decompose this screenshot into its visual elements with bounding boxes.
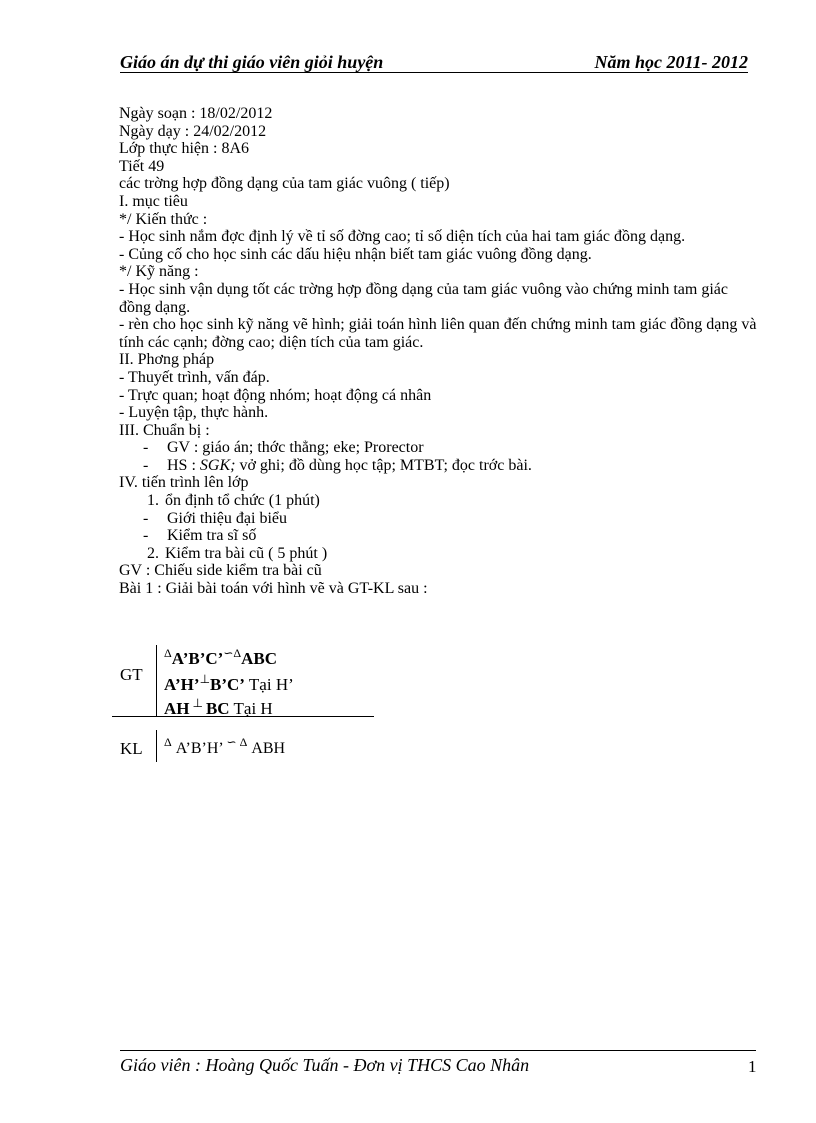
kl-label: KL (120, 739, 143, 758)
footer-divider (120, 1050, 756, 1051)
step-1b-text: Kiểm tra sĩ số (167, 527, 257, 545)
similar-symbol: ∽ (226, 735, 237, 749)
method-item-3: - Luyện tập, thực hành. (119, 404, 269, 422)
step-1a (119, 510, 759, 528)
perpendicular-symbol: ⊥ (199, 672, 211, 686)
step-1a-text: Giới thiệu đại biểu (167, 509, 287, 527)
prep-teacher (119, 439, 759, 457)
list-dash: - (143, 439, 149, 457)
triangle-symbol: Δ (233, 646, 242, 660)
date-prepared: Ngày soạn : 18/02/2012 (119, 105, 273, 122)
segment-bc-prime: B’C’ (210, 675, 245, 694)
skills-heading: */ Kỹ năng : (119, 263, 199, 281)
knowledge-item-2: - Củng cố cho học sinh các dấu hiệu nhận biết tam giác vuông đồng dạng. (119, 245, 592, 263)
knowledge-heading: */ Kiến thức : (119, 210, 208, 228)
step-1b (119, 527, 759, 545)
given-altitude (164, 696, 273, 719)
foot-h-prime: Tại H’ (244, 675, 294, 694)
list-dash: - (143, 527, 149, 545)
list-dash: - (143, 456, 149, 474)
prep-student-sgk: SGK; (199, 456, 236, 474)
perpendicular-symbol: ⊥ (189, 696, 206, 710)
triangle-symbol: Δ (164, 646, 172, 660)
section-preparation: III. Chuẩn bị : (119, 421, 210, 439)
prep-student (119, 457, 759, 475)
step-2-number: 2. (147, 544, 159, 562)
method-item-1: - Thuyết trình, vấn đáp. (119, 368, 270, 386)
triangle-symbol: Δ (236, 735, 248, 749)
step-2 (119, 545, 759, 563)
method-item-2: - Trực quan; hoạt động nhóm; hoạt động cá nhân (119, 386, 432, 404)
header-divider (120, 72, 748, 73)
given-similarity (164, 646, 278, 669)
class-name: Lớp thực hiện : 8A6 (119, 140, 249, 158)
page-header (120, 52, 748, 74)
section-methods: II. Phơng pháp (119, 351, 215, 369)
page-number: 1 (748, 1057, 757, 1076)
exercise-1: Bài 1 : Giải bài toán với hình vẽ và GT-KL sau : (119, 580, 428, 598)
triangle-abc: ABC (241, 649, 278, 668)
knowledge-item-1: - Học sinh nắm đợc định lý về tỉ số đờng cao; tỉ số diện tích của hai tam giác đồng dạng. (119, 228, 686, 246)
gt-vertical-divider (156, 645, 157, 716)
triangle-symbol: Δ (164, 735, 172, 749)
lesson-body (119, 105, 759, 598)
triangle-abh-prime: A’B’H’ (171, 740, 227, 757)
given-altitude-prime (164, 672, 294, 695)
header-school-year: Năm học 2011- 2012 (594, 52, 748, 72)
prep-student-label: HS : (167, 456, 200, 474)
kl-vertical-divider (156, 730, 157, 762)
step-1-text: ổn định tổ chức (1 phút) (165, 492, 320, 510)
foot-h: Tại H (229, 699, 273, 718)
lesson-number: Tiết 49 (119, 157, 165, 175)
header-left-title: Giáo án dự thi giáo viên giỏi huyện (120, 52, 384, 72)
segment-bc: BC (205, 699, 230, 718)
step-2-text: Kiểm tra bài cũ ( 5 phút ) (165, 544, 328, 562)
lesson-title: các trờng hợp đồng dạng của tam giác vuông ( tiếp) (119, 175, 450, 193)
footer-teacher: Giáo viên : Hoàng Quốc Tuấn - Đơn vị THCS Cao Nhân (120, 1055, 530, 1075)
prep-student-text: vở ghi; đồ dùng học tập; MTBT; đọc trớc bài. (235, 456, 532, 474)
conclusion-similarity (164, 735, 286, 758)
given-conclusion-table (112, 645, 374, 765)
segment-ah: AH (164, 699, 190, 718)
similar-symbol: ∽ (223, 646, 234, 660)
skills-item-2: - rèn cho học sinh kỹ năng vẽ hình; giải toán hình liên quan đến chứng minh tam giác đồng dạng và tính các cạnh; đờng cao; diện tích của tam giác. (119, 316, 757, 351)
step-1 (119, 492, 759, 510)
section-objectives: I. mục tiêu (119, 192, 188, 210)
triangle-abc-prime: A’B’C’ (171, 649, 224, 668)
teacher-slide-note: GV : Chiếu side kiểm tra bài cũ (119, 562, 322, 580)
prep-teacher-text: GV : giáo án; thớc thẳng; eke; Prorector (167, 439, 424, 457)
section-procedure: IV. tiến trình lên lớp (119, 474, 249, 492)
list-dash: - (143, 509, 149, 527)
date-taught: Ngày dạy : 24/02/2012 (119, 122, 267, 140)
segment-ah-prime: A’H’ (164, 675, 200, 694)
step-1-number: 1. (147, 492, 159, 510)
triangle-abh: ABH (247, 740, 286, 757)
skills-item-1: - Học sinh vận dụng tốt các trờng hợp đồng dạng của tam giác vuông vào chứng minh tam giác đồng dạng. (119, 280, 728, 316)
gt-label: GT (120, 665, 143, 684)
